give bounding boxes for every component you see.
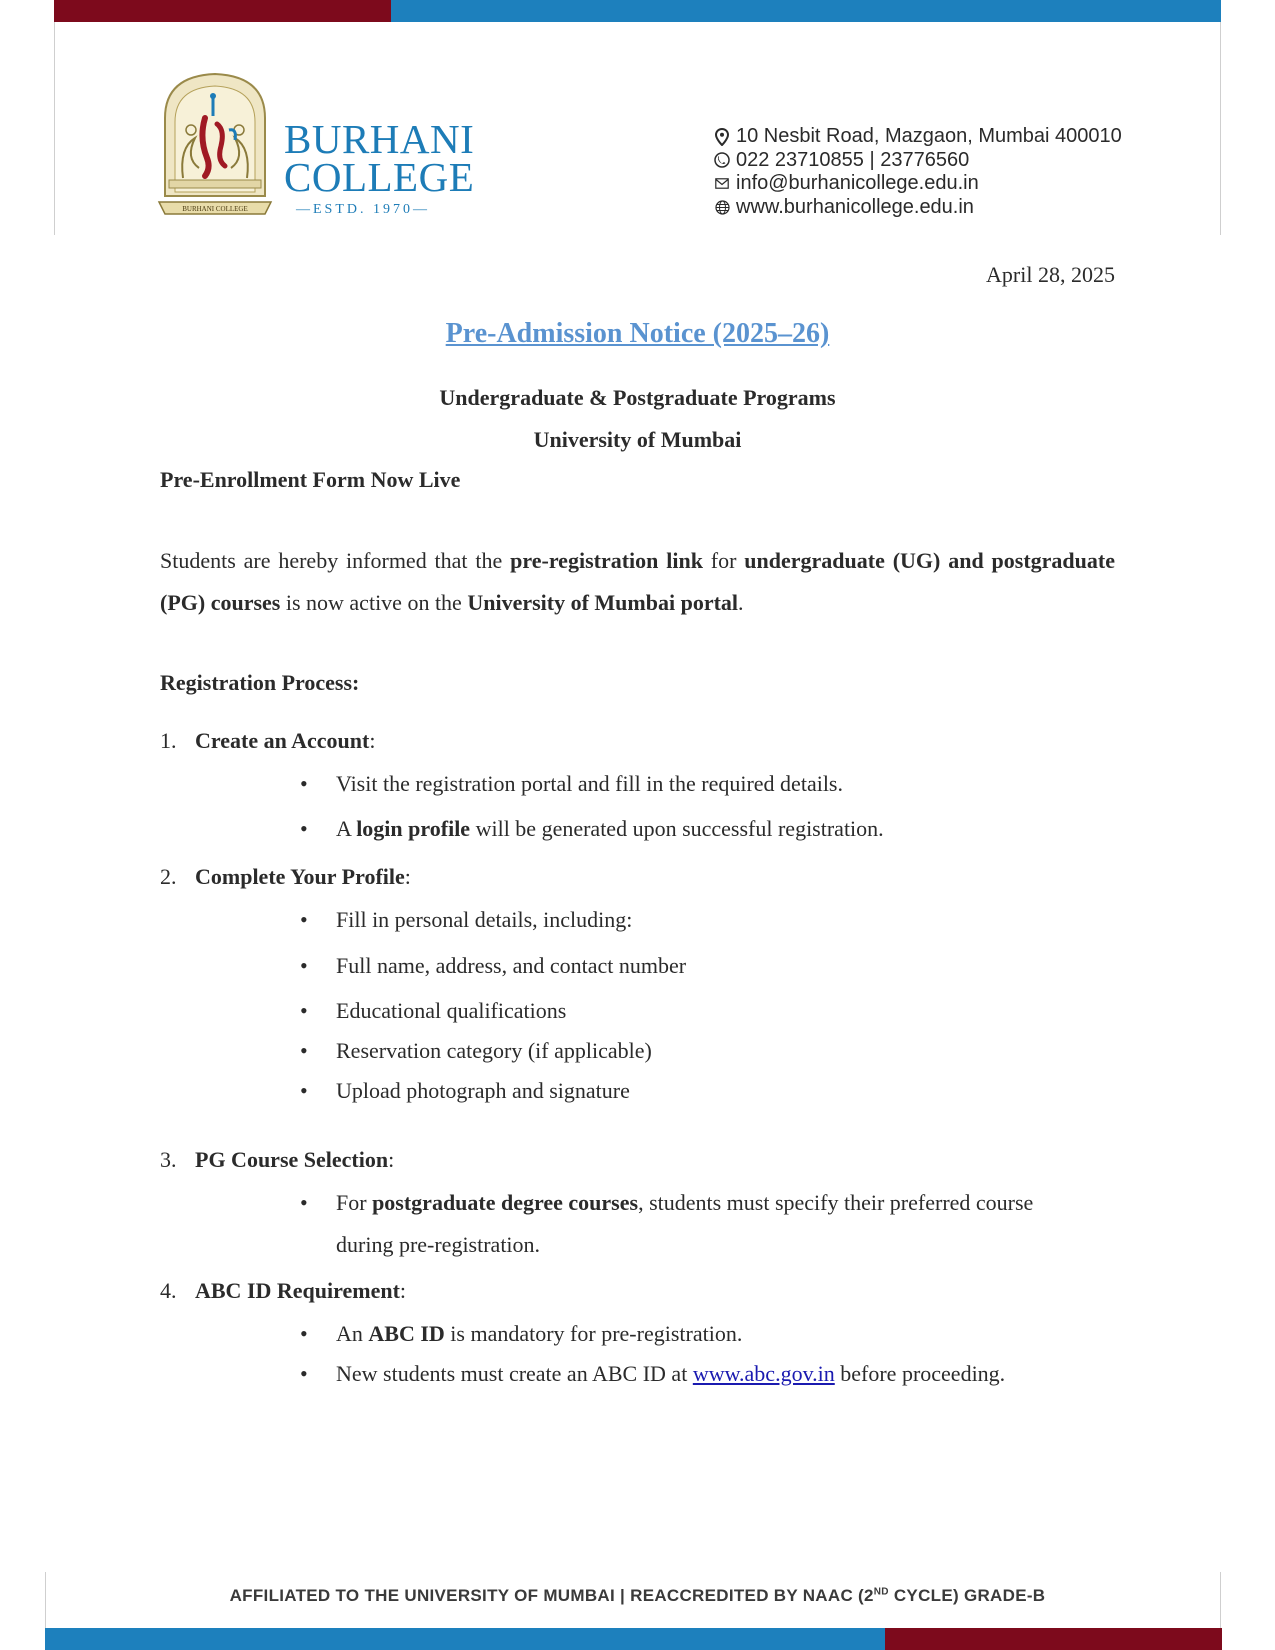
intro-bold-2: undergraduate (UG) and postgraduate (PG) courses <box>160 548 1115 615</box>
footer-text-part: AFFILIATED TO THE UNIVERSITY OF MUMBAI | REACCREDITED BY NAAC (2 <box>229 1586 874 1605</box>
top-color-bar <box>54 0 1221 22</box>
abc-website-link[interactable]: www.abc.gov.in <box>692 1361 835 1386</box>
step-title: ABC ID Requirement <box>195 1278 400 1303</box>
list-item <box>300 899 1110 941</box>
footer-text-part: CYCLE) GRADE-B <box>888 1586 1046 1605</box>
contact-address <box>712 125 1122 149</box>
phone-icon <box>712 152 732 168</box>
list-item <box>300 990 1110 1032</box>
intro-text-1: Students are hereby informed that the <box>160 548 511 573</box>
step-3 <box>160 1147 394 1173</box>
section-heading-enrollment: Pre-Enrollment Form Now Live <box>160 467 461 492</box>
list-item <box>300 1313 1110 1355</box>
bullet-text: Upload photograph and signature <box>336 1078 630 1103</box>
top-bar-maroon <box>54 0 391 22</box>
bullet-text-part: is mandatory for pre-registration. <box>444 1321 743 1346</box>
bullet-text: Educational qualifications <box>336 998 567 1023</box>
bullet-text <box>336 1313 1110 1355</box>
bullet-icon: • <box>300 1078 308 1103</box>
header-border-right <box>1220 22 1221 235</box>
contact-block <box>712 125 1122 219</box>
bullet-text-part: will be generated upon successful registration. <box>470 816 884 841</box>
bullet-icon: • <box>300 1361 308 1386</box>
list-item <box>300 808 1110 850</box>
bullet-icon: • <box>300 998 308 1023</box>
bullet-icon: • <box>300 816 308 841</box>
bullet-text-part: A <box>336 816 357 841</box>
college-brand <box>284 116 475 218</box>
section-heading-registration: Registration Process: <box>160 670 360 695</box>
bottom-color-bar <box>45 1628 1222 1650</box>
page-title: Pre-Admission Notice (2025–26) <box>445 318 830 349</box>
globe-icon <box>712 200 732 215</box>
bullet-icon: • <box>300 771 308 796</box>
intro-bold-3: University of Mumbai portal <box>467 590 739 615</box>
email-text[interactable]: info@burhanicollege.edu.in <box>736 172 979 195</box>
step-number: 2. <box>160 864 177 889</box>
bullet-text <box>336 1182 1090 1266</box>
top-bar-blue <box>391 0 1221 22</box>
bullet-icon: • <box>300 953 308 978</box>
bullet-bold: postgraduate degree courses <box>372 1190 639 1215</box>
location-pin-icon <box>712 128 732 146</box>
contact-website <box>712 196 1122 220</box>
step-2 <box>160 864 411 890</box>
intro-text-3: is now active on the <box>280 590 468 615</box>
step-number: 3. <box>160 1147 177 1172</box>
intro-paragraph <box>160 540 1115 624</box>
brand-line-2: COLLEGE <box>284 154 475 200</box>
step-title: Create an Account <box>195 728 370 753</box>
list-item <box>300 1030 1110 1072</box>
intro-bold-1: pre-registration link <box>510 548 703 573</box>
footer-accreditation <box>0 1586 1275 1606</box>
intro-text-4: . <box>738 590 744 615</box>
bullet-icon: • <box>300 1038 308 1063</box>
bullet-text <box>336 1353 1110 1395</box>
bullet-bold: ABC ID <box>368 1321 445 1346</box>
phone-text: 022 23710855 | 23776560 <box>736 148 970 171</box>
contact-email <box>712 172 1122 196</box>
bullet-icon: • <box>300 1321 308 1346</box>
step-title: PG Course Selection <box>195 1147 389 1172</box>
bullet-text: Reservation category (if applicable) <box>336 1038 652 1063</box>
bullet-text-part: before proceeding. <box>834 1361 1006 1386</box>
step-colon: : <box>404 864 411 889</box>
bottom-bar-maroon <box>885 1628 1222 1650</box>
list-item <box>300 1070 1110 1112</box>
contact-phone <box>712 149 1122 173</box>
list-item <box>300 945 1110 987</box>
bullet-text: Full name, address, and contact number <box>336 953 687 978</box>
step-title: Complete Your Profile <box>195 864 405 889</box>
notice-date: April 28, 2025 <box>986 262 1115 287</box>
bullet-text-part: New students must create an ABC ID at <box>336 1361 693 1386</box>
list-item <box>300 763 1110 805</box>
bottom-bar-blue <box>45 1628 885 1650</box>
bullet-text <box>336 808 1110 850</box>
brand-established: —ESTD. 1970— <box>296 202 430 217</box>
step-1 <box>160 728 375 754</box>
bullet-icon: • <box>300 1190 308 1215</box>
mail-icon <box>712 178 732 189</box>
footer-superscript: ND <box>873 1586 889 1598</box>
step-colon: : <box>388 1147 395 1172</box>
bullet-icon: • <box>300 907 308 932</box>
subtitle-university: University of Mumbai <box>533 427 742 452</box>
step-colon: : <box>399 1278 407 1303</box>
college-logo-icon <box>155 68 275 216</box>
address-text: 10 Nesbit Road, Mazgaon, Mumbai 400010 <box>736 125 1122 148</box>
bullet-text-part: , students must specify their preferred course during pre-registration. <box>336 1190 1034 1257</box>
subtitle-programs: Undergraduate & Postgraduate Programs <box>439 385 836 410</box>
bullet-text-part: An <box>336 1321 369 1346</box>
list-item <box>300 1182 1090 1266</box>
website-text[interactable]: www.burhanicollege.edu.in <box>736 195 974 218</box>
bullet-text: Visit the registration portal and fill in the required details. <box>336 771 843 796</box>
bullet-text: Fill in personal details, including: <box>336 907 633 932</box>
intro-text-2: for <box>702 548 745 573</box>
header-border-left <box>54 22 55 235</box>
step-number: 4. <box>160 1278 177 1303</box>
bullet-bold: login profile <box>356 816 471 841</box>
list-item <box>300 1353 1110 1395</box>
bullet-text-part: For <box>336 1190 373 1215</box>
step-colon: : <box>369 728 376 753</box>
logo-caption: BURHANI COLLEGE <box>182 205 248 213</box>
brand-line-1: BURHANI <box>284 116 475 162</box>
step-number: 1. <box>160 728 177 753</box>
step-4 <box>160 1278 406 1304</box>
